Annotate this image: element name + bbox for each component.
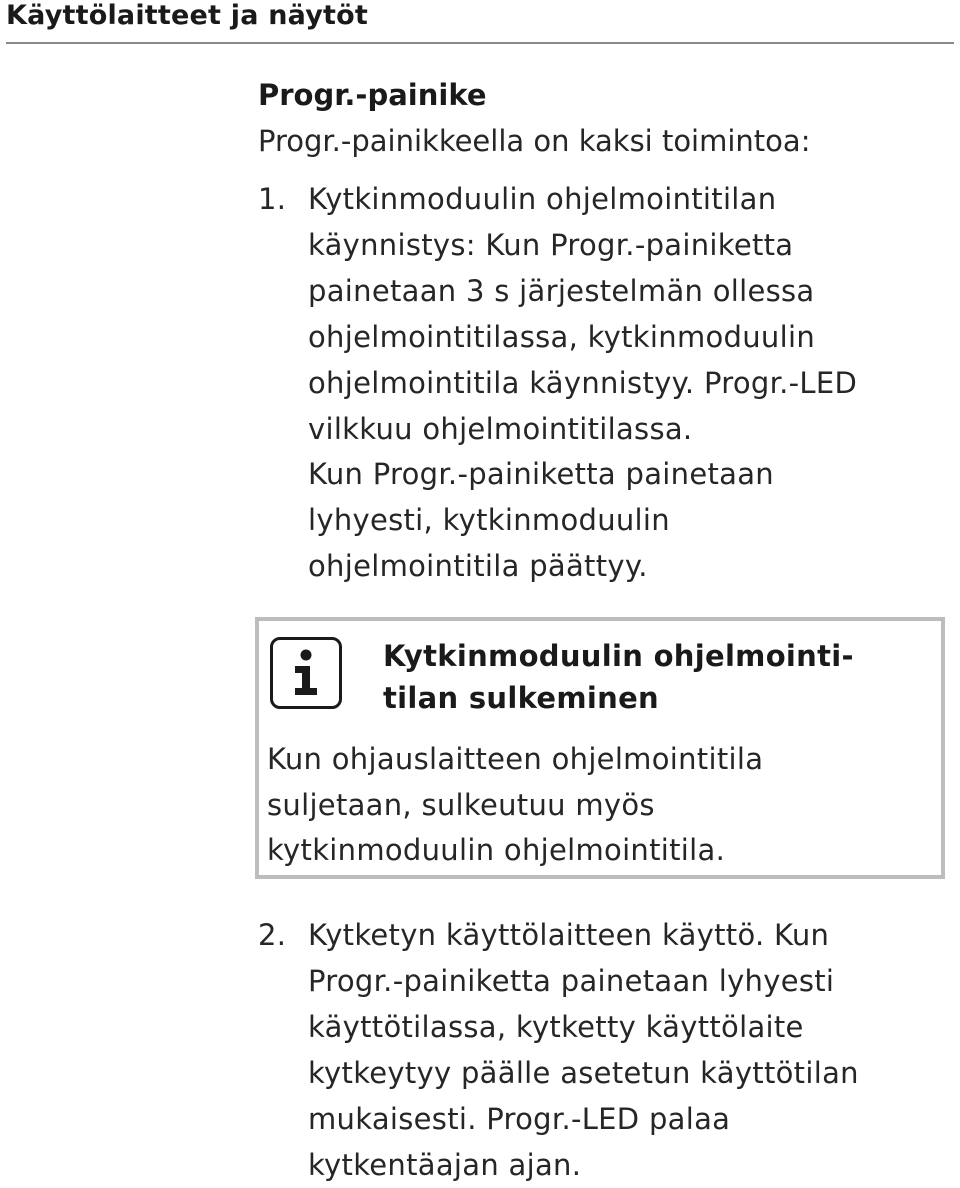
list-item-1 xyxy=(258,177,858,590)
header-divider xyxy=(6,42,954,44)
list-item-number: 2. xyxy=(258,918,287,952)
info-box-body-line: kytkinmoduulin ohjelmointitila. xyxy=(267,833,726,867)
info-box-title xyxy=(383,635,854,719)
list-item-2 xyxy=(258,913,859,1188)
list-item-line: käyttötilassa, kytketty käyttölaite xyxy=(308,1009,804,1044)
list-item-line: lyhyesti, kytkinmoduulin xyxy=(308,503,670,538)
info-box-body-line: Kun ohjauslaitteen ohjelmointitila xyxy=(267,742,764,776)
section-intro: Progr.-painikkeella on kaksi toimintoa: xyxy=(258,124,811,158)
list-item-line: ohjelmointitila käynnistyy. Progr.-LED xyxy=(308,365,858,400)
list-item-line: mukaisesti. Progr.-LED palaa xyxy=(308,1101,731,1136)
list-item-line: Kytkinmoduulin ohjelmointitilan xyxy=(308,182,777,216)
info-box xyxy=(255,617,945,879)
list-item-line: käynnistys: Kun Progr.-painiketta xyxy=(308,227,794,262)
info-box-body xyxy=(267,737,763,874)
list-item-line: ohjelmointitilassa, kytkinmoduulin xyxy=(308,319,815,354)
list-item-line: Kytketyn käyttölaitteen käyttö. Kun xyxy=(308,918,830,952)
info-icon xyxy=(270,637,342,709)
section-heading: Progr.-painike xyxy=(258,78,487,112)
list-item-line: painetaan 3 s järjestelmän ollessa xyxy=(308,273,815,308)
list-item-body xyxy=(308,913,859,1188)
list-item-line: Kun Progr.-painiketta painetaan xyxy=(308,457,774,492)
list-item-line: kytkeytyy päälle asetetun käyttötilan xyxy=(308,1055,859,1090)
list-item-line: ohjelmointitila päättyy. xyxy=(308,549,648,584)
info-box-title-line: Kytkinmoduulin ohjelmointi- xyxy=(383,639,854,673)
page-title: Käyttölaitteet ja näytöt xyxy=(6,0,368,31)
list-item-line: Progr.-painiketta painetaan lyhyesti xyxy=(308,963,835,998)
info-box-title-line: tilan sulkeminen xyxy=(383,681,659,715)
list-item-number: 1. xyxy=(258,182,287,216)
info-box-body-line: suljetaan, sulkeutuu myös xyxy=(267,787,655,822)
list-item-line: vilkkuu ohjelmointitilassa. xyxy=(308,411,693,446)
list-item-body xyxy=(308,177,857,590)
list-item-line: kytkentäajan ajan. xyxy=(308,1147,582,1182)
